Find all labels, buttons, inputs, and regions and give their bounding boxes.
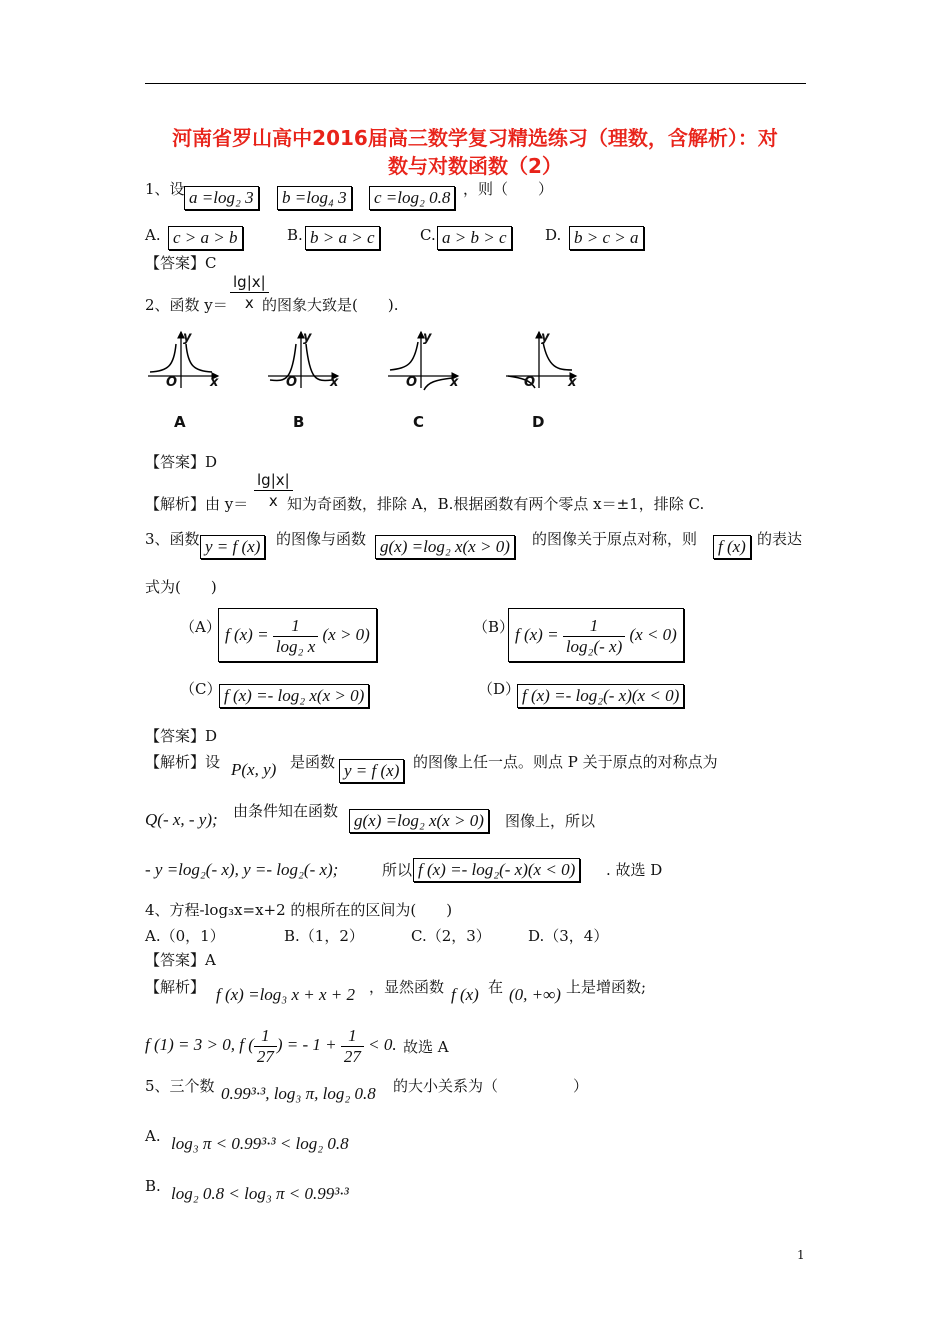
q3-an1-p: P(x, y) <box>231 760 277 779</box>
q3-mid2: 的图像关于原点对称，则 <box>532 530 698 548</box>
q4-opt-b: B.（1，2） <box>284 927 364 945</box>
q3-opt-d: f (x) =- log₂(- x)(x < 0) <box>517 684 684 708</box>
q2-analysis-prefix: 【解析】由 y＝ <box>145 495 249 513</box>
q1-opt-c-label: C. <box>420 226 436 244</box>
document-title <box>140 124 810 180</box>
graph-c-o: O <box>406 375 418 390</box>
q4-an2: f (1) = 3 > 0, f ( $\frac{1}{27}$ ) = - 1 + $\frac{1}{27}$ < 0. <box>145 1025 397 1066</box>
graph-b-label: B <box>293 413 305 431</box>
q1-b-def: b =log₄ 3 <box>277 186 352 210</box>
q1-opt-a-label: A. <box>145 226 161 244</box>
q5-prefix: 5、三个数 <box>145 1077 215 1095</box>
graph-c-label: C <box>413 413 425 431</box>
q3-f2: f (x) <box>713 535 751 559</box>
q5-opt-b-label: B. <box>145 1177 161 1195</box>
q4-an1-suffix: 上是增函数; <box>566 978 647 996</box>
q3-an1-prefix: 【解析】设 <box>145 753 221 771</box>
q3-opt-d-label: （D） <box>478 680 521 698</box>
q3-an2-mid: 由条件知在函数 <box>233 802 339 820</box>
q5-opt-a: log₃ π < 0.99³·³ < log₂ 0.8 <box>171 1134 349 1153</box>
q3-an3-suffix: . 故选 D <box>606 861 663 879</box>
q1-answer: 【答案】C <box>145 254 217 272</box>
graph-c-x: x <box>450 375 459 390</box>
q1-suffix: ，则（ ） <box>463 180 554 198</box>
q3-opt-c: f (x) =- log₂ x(x > 0) <box>219 684 369 708</box>
graph-a-o: O <box>166 375 178 390</box>
title-line-2: 数与对数函数（2） <box>388 154 562 178</box>
q5-opt-b: log₂ 0.8 < log₃ π < 0.99³·³ <box>171 1184 349 1203</box>
q3-an3-box: f (x) =- log₂(- x)(x < 0) <box>413 858 580 882</box>
q3-opt-c-label: （C） <box>180 680 222 698</box>
q3-an2-g: g(x) =log₂ x(x > 0) <box>349 809 489 833</box>
q3-an1-suffix: 的图像上任一点。则点 P 关于原点的对称点为 <box>413 753 718 771</box>
q4-an1-f: f (x) <box>451 985 479 1004</box>
q4-an1-label: 【解析】 <box>145 978 206 996</box>
graph-c-y: y <box>423 330 432 345</box>
title-line-1: 河南省罗山高中2016届高三数学复习精选练习（理数，含解析）：对 <box>172 126 778 150</box>
q4-opt-a: A.（0，1） <box>145 927 225 945</box>
graph-d-y: y <box>541 330 550 345</box>
q4-opt-d: D.（3，4） <box>528 927 609 945</box>
graph-d-label: D <box>532 413 545 431</box>
q3-answer: 【答案】D <box>145 727 218 745</box>
q3-mid3: 的表达 <box>757 530 803 548</box>
q3-opt-a-label: （A） <box>180 618 221 636</box>
graph-d-o: O <box>524 375 536 390</box>
q4-opt-c: C.（2，3） <box>411 927 491 945</box>
q3-f1: y = f (x) <box>200 535 265 559</box>
graph-b-x: x <box>330 375 339 390</box>
graph-a-y: y <box>183 330 192 345</box>
q5-suffix: 的大小关系为（ ） <box>393 1077 589 1095</box>
q3-an3-math: - y =log₂(- x), y =- log₂(- x); <box>145 860 339 879</box>
q1-a-def: a =log₂ 3 <box>184 186 259 210</box>
q3-an2-suffix: 图像上，所以 <box>505 812 596 830</box>
q2-prefix: 2、函数 y＝ <box>145 296 228 314</box>
q4-an2-suffix: 故选 A <box>403 1038 449 1056</box>
q3-prefix: 3、函数 <box>145 530 200 548</box>
q3-line2: 式为( ) <box>145 578 217 596</box>
q2-analysis-frac: $\frac{\lg|x|}{x}$ <box>254 470 293 511</box>
q4-answer: 【答案】A <box>145 951 216 969</box>
q3-an2-q: Q(- x, - y); <box>145 810 218 829</box>
q1-prefix: 1、设 <box>145 180 185 198</box>
graph-b-y: y <box>303 330 312 345</box>
q3-opt-b: f (x) = $\frac{1}{\text{log₂(- x)}}$ (x < 0) <box>508 608 684 662</box>
q4-an1-in: 在 <box>488 978 504 996</box>
q4-stem: 4、方程-log₃x=x+2 的根所在的区间为( ) <box>145 901 453 919</box>
q2-answer: 【答案】D <box>145 453 218 471</box>
graph-a-label: A <box>174 413 186 431</box>
q1-opt-c: a > b > c <box>437 226 512 250</box>
q2-analysis-suffix: 知为奇函数，排除 A，B.根据函数有两个零点 x＝±1，排除 C. <box>287 495 705 513</box>
q2-frac: $\frac{\lg|x|}{x}$ <box>230 272 269 313</box>
q5-opt-a-label: A. <box>145 1127 161 1145</box>
q5-math: 0.99³·³, log₃ π, log₂ 0.8 <box>221 1084 376 1103</box>
q1-opt-a: c > a > b <box>168 226 243 250</box>
q4-an1-math: f (x) =log₃ x + x + 2 <box>216 985 355 1004</box>
graph-b-o: O <box>286 375 298 390</box>
q3-mid1: 的图像与函数 <box>276 530 367 548</box>
q2-suffix: 的图象大致是( ). <box>262 296 399 314</box>
q1-opt-d-label: D. <box>545 226 562 244</box>
q1-opt-b: b > a > c <box>305 226 380 250</box>
q3-opt-a: f (x) = $\frac{1}{\text{log₂ x}}$ (x > 0) <box>218 608 377 662</box>
page-number: 1 <box>797 1248 805 1262</box>
q1-c-def: c =log₂ 0.8 <box>369 186 455 210</box>
q3-an1-f: y = f (x) <box>339 759 404 783</box>
header-rule <box>145 83 806 84</box>
q1-opt-d: b > c > a <box>569 226 644 250</box>
q3-an1-mid: 是函数 <box>290 753 336 771</box>
q3-opt-b-label: （B） <box>473 618 515 636</box>
q1-opt-b-label: B. <box>287 226 303 244</box>
q4-an1-interval: (0, +∞) <box>509 985 561 1004</box>
q3-an3-mid: 所以 <box>382 861 413 879</box>
q4-an1-mid: ，显然函数 <box>369 978 445 996</box>
q3-g: g(x) =log₂ x(x > 0) <box>375 535 515 559</box>
graph-a-x: x <box>210 375 219 390</box>
graph-d-x: x <box>568 375 577 390</box>
